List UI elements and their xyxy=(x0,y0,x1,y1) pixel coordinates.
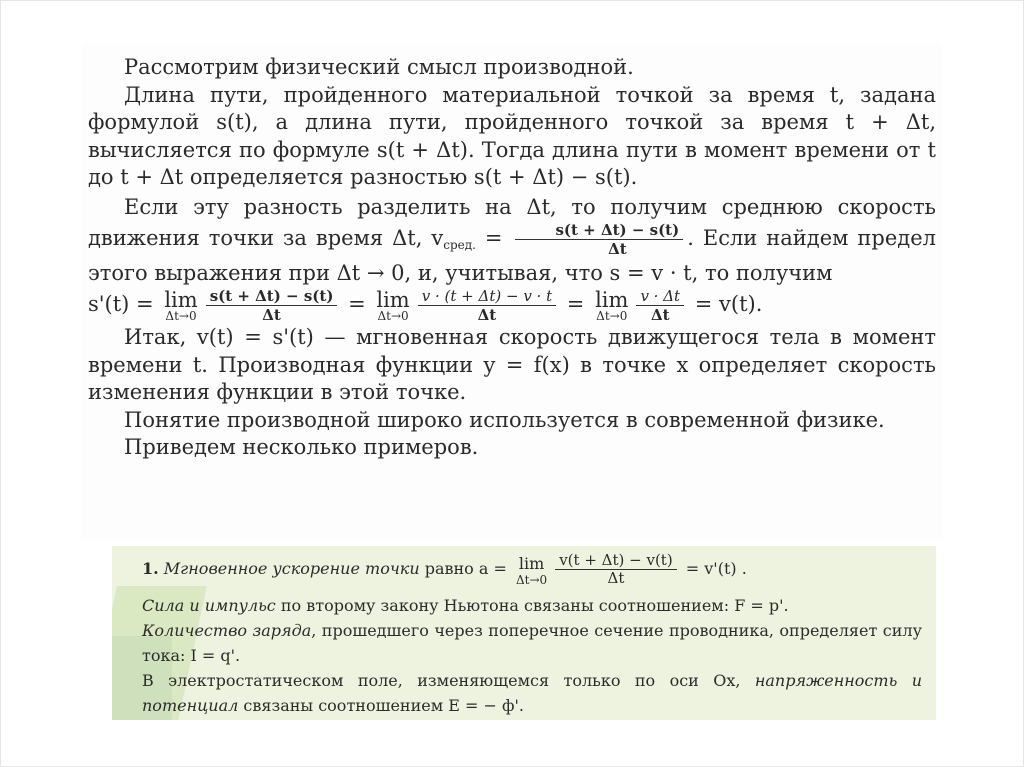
equals-sign: = xyxy=(341,292,373,316)
example-2 xyxy=(142,593,922,618)
v-avg-subscript: сред. xyxy=(443,238,476,252)
paragraph-6: Приведем несколько примеров. xyxy=(124,435,479,459)
paragraph-1: Рассмотрим физический смысл производной. xyxy=(124,55,634,79)
lim-subscript: Δt→0 xyxy=(165,308,197,323)
lim-label: lim xyxy=(595,287,629,312)
example-1-term: Мгновенное ускорение точки xyxy=(163,559,420,578)
fraction-numerator: s(t + Δt) − s(t) xyxy=(206,287,338,306)
lim-label: lim xyxy=(376,287,410,312)
lim-label: lim xyxy=(518,553,545,573)
avg-speed-fraction xyxy=(515,221,683,258)
limit-3 xyxy=(595,287,629,323)
example-1-text: равно a = xyxy=(419,559,513,578)
formula-fraction-2 xyxy=(418,287,556,324)
example-2-term: Сила и импульс xyxy=(142,596,276,615)
example-fraction xyxy=(555,552,676,587)
limit-1 xyxy=(164,287,198,323)
example-limit xyxy=(516,554,547,586)
paragraph-4: Итак, v(t) = s'(t) — мгновенная скорость движущегося тела в момент времени t. Производная функции y = f(x) в точке x определяет скорость изменения функции в этой точке. xyxy=(88,325,936,404)
lim-subscript: Δt→0 xyxy=(377,308,409,323)
fraction-numerator: v · Δt xyxy=(636,287,684,306)
lim-subscript: Δt→0 xyxy=(596,308,628,323)
derivative-formula xyxy=(88,287,936,324)
paragraph-3-start: Если эту разность разделить на Δt, то получим среднюю скорость движения точки за время Δt, v xyxy=(88,194,936,250)
formula-rhs: = v(t). xyxy=(688,292,763,316)
paragraph-3-end: . Если найдем предел этого выражения при Δt → 0, и, учитывая, что s = v · t, то получим xyxy=(88,226,936,285)
examples-text xyxy=(142,552,922,718)
fraction-numerator: v · (t + Δt) − v · t xyxy=(418,287,556,306)
example-4-term-2: и потенциал xyxy=(142,671,922,715)
example-4-text-c: связаны соотношением E = − ф'. xyxy=(238,696,525,715)
fraction-numerator: v(t + Δt) − v(t) xyxy=(555,552,676,570)
limit-2 xyxy=(376,287,410,323)
equals-sign: = xyxy=(560,292,592,316)
example-4-text-a: В электростатическом поле, изменяющемся только по оси Ox, xyxy=(142,671,755,690)
lim-label: lim xyxy=(164,287,198,312)
formula-fraction-3 xyxy=(636,287,684,324)
fraction-denominator: Δt xyxy=(650,306,670,324)
formula-lhs: s'(t) = xyxy=(88,292,161,316)
paragraph-2: Длина пути, пройденного материальной точкой за время t, задана формулой s(t), а длина пути, пройденного точкой за время t + Δt, вычисляется по формуле s(t + Δt). Тогда длина пути в момент времени от t до t + Δt определяется разностью s(t + Δt) − s(t). xyxy=(88,82,936,189)
formula-fraction-1 xyxy=(206,287,338,324)
fraction-denominator: Δt xyxy=(608,240,627,258)
example-1 xyxy=(142,552,922,587)
example-4 xyxy=(142,668,922,718)
example-3 xyxy=(142,618,922,668)
fraction-denominator: Δt xyxy=(607,569,625,587)
example-3-text: , прошедшего через поперечное сечение проводника, определяет силу тока: I = q'. xyxy=(142,621,922,665)
lim-subscript: Δt→0 xyxy=(516,572,548,587)
paragraph-5: Понятие производной широко используется в современной физике. xyxy=(124,407,885,432)
example-4-term-1: напряженность xyxy=(754,671,898,690)
example-1-rhs: = v'(t) . xyxy=(680,559,747,578)
example-number: 1. xyxy=(142,559,159,578)
fraction-denominator: Δt xyxy=(477,306,497,324)
equals-sign: = xyxy=(475,226,512,250)
fraction-numerator: s(t + Δt) − s(t) xyxy=(515,221,683,240)
example-4-text-b xyxy=(897,671,911,690)
fraction-denominator: Δt xyxy=(262,306,281,324)
main-text xyxy=(88,54,936,462)
example-3-term: Количество заряда xyxy=(142,621,312,640)
example-2-text: по второму закону Ньютона связаны соотношением: F = p'. xyxy=(275,596,789,615)
paragraph-3 xyxy=(88,194,936,288)
